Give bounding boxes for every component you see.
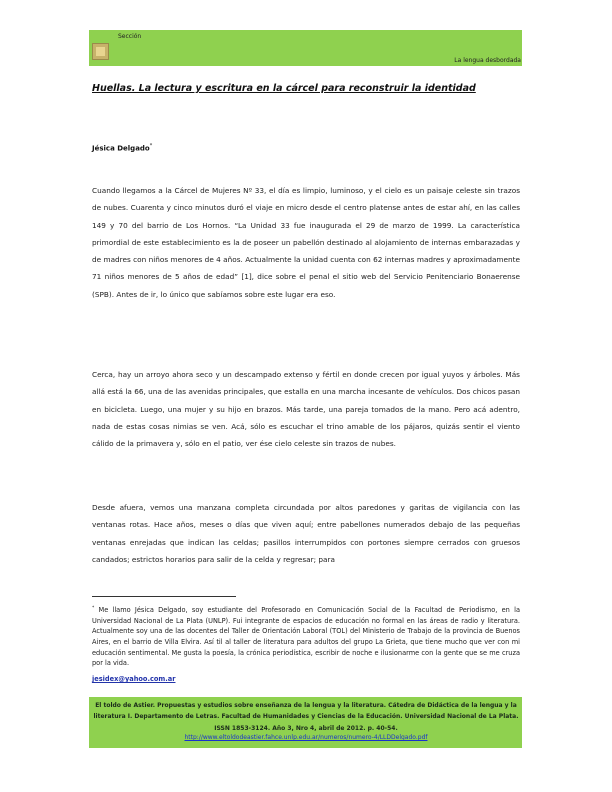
author-name: Jésica Delgado	[92, 144, 150, 153]
body-paragraph-1: Cuando llegamos a la Cárcel de Mujeres Nº 33, el día es limpio, luminoso, y el cielo es un paisaje celeste sin trazos de nubes. Cuarenta y cinco minutos duró el viaje en micro desde el centro platense antes de estar ahí, en las calles 149 y 70 del barrio de Los Hornos. “La Unidad 33 fue inaugurada el 29 de marzo de 1999. La característica primordial de este establecimiento es la de poseer un pabellón destinado al alojamiento de internas embarazadas y de madres con niños menores de 4 años. Actualmente la unidad cuenta con 62 internas madres y aproximadamente 71 niños menores de 5 años de edad” [1], dice sobre el penal el sitio web del Servicio Penitenciario Bonaerense (SPB). Antes de ir, lo único que sabíamos sobre este lugar era eso.	[92, 186, 520, 299]
section-title: La lengua desbordada	[454, 57, 521, 64]
footnote	[92, 604, 520, 669]
footnote-text: Me llamo Jésica Delgado, soy estudiante del Profesorado en Comunicación Social de la Facultad de Periodismo, en la Universidad Nacional de La Plata (UNLP). Fui integrante de espacios de educación no formal en las áreas de radio y literatura. Actualmente soy una de las docentes del Taller de Orientación Laboral (TOL) del Ministerio de Trabajo de la provincia de Buenos Aires, en el barrio de Villa Elvira. Así til al taller de literatura para adultos del grupo La Grieta, que tiene mucho que ver con mi educación sentimental. Me gusta la poesía, la crónica periodística, escribir de noche e ilusionarme con la gente que se me cruza por la vida.	[92, 606, 520, 668]
footer-citation: El toldo de Astier. Propuestas y estudios sobre enseñanza de la lengua y la literatura. Cátedra de Didáctica de la lengua y la literatura I. Departamento de Letras. Facultad de Humanidades y Ciencias de la Educación. Universidad Nacional de La Plata. ISSN 1853-3124. Año 3, Nro 4, abril de 2012. p. 40-54.	[93, 702, 519, 732]
footnote-marker: *	[92, 606, 95, 611]
journal-logo-icon	[92, 43, 109, 60]
author-note-marker[interactable]: *	[149, 143, 153, 149]
body-paragraph-2: Cerca, hay un arroyo ahora seco y un descampado extenso y fértil en donde crecen por igual yuyos y árboles. Más allá está la 66, una de las avenidas principales, que estalla en una marcha incesante de vehículos. Dos chicos pasan en bicicleta. Luego, una mujer y su hijo en brazos. Más tarde, una pareja tomados de la mano. Pero acá adentro, nada de estas cosas nimias se ven. Acá, sólo es escuchar el trino amable de los pájaros, quizás sentir el viento cálido de la primavera y, sólo en el patio, ver ése cielo celeste sin trazos de nubes.	[92, 370, 520, 449]
footnote-divider	[92, 596, 236, 597]
author-line	[92, 143, 152, 152]
author-email-link[interactable]: jesidex@yahoo.com.ar	[92, 675, 176, 683]
section-label: Sección	[118, 33, 142, 40]
article-title: Huellas. La lectura y escritura en la cárcel para reconstruir la identidad	[92, 83, 476, 94]
body-paragraph-3: Desde afuera, vemos una manzana completa circundada por altos paredones y garitas de vigilancia con las ventanas rotas. Hace años, meses o días que viven aquí; entre pabellones numerados debajo de las pequeñas ventanas enrejadas que indican las celdas; pasillos interrumpidos con portones siempre cerrados con gruesos candados; estrictos horarios para salir de la celda y regresar; para	[92, 503, 520, 564]
footer-pdf-link[interactable]: http://www.eltoldodeastier.fahce.unlp.edu.ar/numeros/numero-4/LLDDelgado.pdf	[184, 734, 428, 741]
